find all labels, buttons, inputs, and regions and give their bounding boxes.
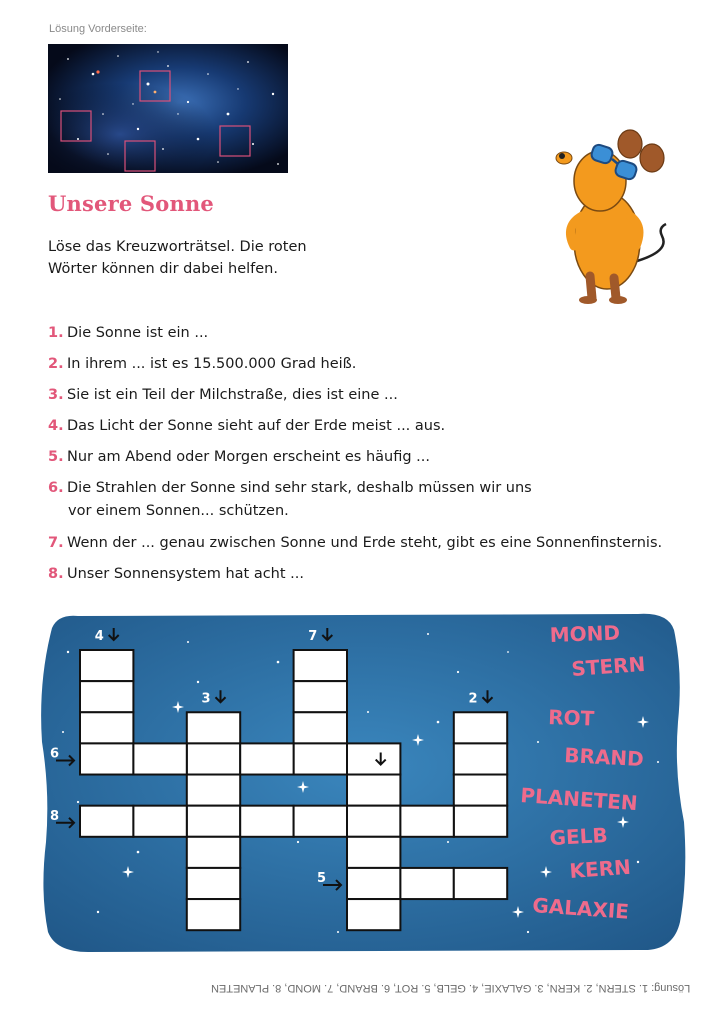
clue-3 bbox=[48, 384, 398, 407]
crossword-puzzle bbox=[38, 612, 686, 954]
instructions-line-1: Löse das Kreuzworträtsel. Die roten bbox=[48, 239, 307, 255]
crossword-cell[interactable] bbox=[80, 743, 133, 774]
clue-number: 5. bbox=[48, 449, 64, 465]
crossword-cell[interactable] bbox=[454, 743, 507, 774]
clue-8 bbox=[48, 563, 304, 586]
clue-4 bbox=[48, 415, 445, 438]
crossword-cell[interactable] bbox=[347, 868, 400, 899]
clue-number-label: 2 bbox=[468, 691, 478, 707]
hint-word: PLANETEN bbox=[519, 783, 639, 816]
crossword-cell[interactable] bbox=[187, 712, 240, 743]
clue-number: 4. bbox=[48, 418, 64, 434]
crossword-cell[interactable] bbox=[187, 775, 240, 806]
crossword-cell[interactable] bbox=[240, 743, 293, 774]
crossword-cell[interactable] bbox=[294, 681, 347, 712]
galaxy-photo bbox=[48, 44, 288, 173]
crossword-cell[interactable] bbox=[80, 681, 133, 712]
solution-footer: Lösung: 1. STERN, 2. KERN, 3. GALAXIE, 4. GELB, 5. ROT, 6. BRAND, 7. MOND, 8. PLANETEN bbox=[211, 982, 691, 994]
clue-number-label: 7 bbox=[308, 629, 318, 644]
crossword-cell[interactable] bbox=[187, 806, 240, 837]
clue-2 bbox=[48, 353, 356, 376]
clue-number-label: 5 bbox=[317, 871, 327, 887]
clue-text: Nur am Abend oder Morgen erscheint es häufig ... bbox=[67, 449, 431, 465]
crossword-cell[interactable] bbox=[133, 743, 186, 774]
crossword-cell[interactable] bbox=[347, 775, 400, 806]
hint-word: STERN bbox=[570, 651, 647, 681]
crossword-cell[interactable] bbox=[400, 868, 453, 899]
clue-text: In ihrem ... ist es 15.500.000 Grad heiß. bbox=[67, 356, 357, 372]
crossword-cell[interactable] bbox=[400, 806, 453, 837]
clue-text: Die Sonne ist ein ... bbox=[67, 325, 209, 341]
crossword-cell[interactable] bbox=[454, 868, 507, 899]
crossword-cell[interactable] bbox=[294, 650, 347, 681]
crossword-cell[interactable] bbox=[187, 743, 240, 774]
instructions-line-2: Wörter können dir dabei helfen. bbox=[48, 261, 278, 277]
hint-word: GALAXIE bbox=[531, 893, 630, 924]
clue-text: Wenn der ... genau zwischen Sonne und Erde steht, gibt es eine Sonnenfinsternis. bbox=[67, 535, 663, 551]
clue-number: 2. bbox=[48, 356, 64, 372]
crossword-cell[interactable] bbox=[347, 837, 400, 868]
crossword-cell[interactable] bbox=[454, 806, 507, 837]
crossword-cell[interactable] bbox=[294, 743, 347, 774]
crossword-cell[interactable] bbox=[454, 712, 507, 743]
clue-number: 7. bbox=[48, 535, 64, 551]
crossword-cell[interactable] bbox=[80, 650, 133, 681]
hint-word: GELB bbox=[549, 822, 609, 850]
clue-7 bbox=[48, 532, 662, 555]
crossword-cell[interactable] bbox=[133, 806, 186, 837]
clue-number: 8. bbox=[48, 566, 64, 582]
clue-number: 1. bbox=[48, 325, 64, 341]
crossword-cell[interactable] bbox=[187, 899, 240, 930]
clue-text: Die Strahlen der Sonne sind sehr stark, deshalb müssen wir uns bbox=[67, 480, 532, 496]
solution-header-label: Lösung Vorderseite: bbox=[49, 23, 147, 35]
instructions bbox=[48, 236, 307, 280]
clue-number: 3. bbox=[48, 387, 64, 403]
clue-text: Sie ist ein Teil der Milchstraße, dies ist eine ... bbox=[67, 387, 398, 403]
clue-number-label: 1 bbox=[361, 753, 371, 769]
hint-word: BRAND bbox=[563, 743, 645, 772]
hint-word: MOND bbox=[549, 620, 621, 647]
crossword-cell[interactable] bbox=[80, 712, 133, 743]
crossword-cell[interactable] bbox=[347, 899, 400, 930]
crossword-cell[interactable] bbox=[240, 806, 293, 837]
crossword-cell[interactable] bbox=[80, 806, 133, 837]
clue-number-label: 4 bbox=[94, 629, 104, 644]
hint-word: KERN bbox=[568, 854, 632, 883]
clue-6 bbox=[48, 477, 532, 523]
crossword-cell[interactable] bbox=[294, 806, 347, 837]
crossword-cell[interactable] bbox=[187, 837, 240, 868]
page-title: Unsere Sonne bbox=[48, 191, 214, 216]
crossword-cell[interactable] bbox=[294, 712, 347, 743]
crossword-cell[interactable] bbox=[347, 743, 400, 774]
clue-number-label: 8 bbox=[50, 808, 60, 824]
clue-5 bbox=[48, 446, 430, 469]
clue-text: Das Licht der Sonne sieht auf der Erde meist ... aus. bbox=[67, 418, 446, 434]
hint-word: ROT bbox=[547, 705, 595, 731]
clue-number-label: 6 bbox=[50, 746, 60, 762]
clue-number-label: 3 bbox=[201, 691, 211, 707]
clue-1 bbox=[48, 322, 208, 345]
clue-text-continuation: vor einem Sonnen... schützen. bbox=[68, 503, 289, 519]
clue-number: 6. bbox=[48, 480, 64, 496]
clue-text: Unser Sonnensystem hat acht ... bbox=[67, 566, 304, 582]
mouse-mascot-illustration bbox=[552, 126, 672, 306]
crossword-cell[interactable] bbox=[187, 868, 240, 899]
crossword-cell[interactable] bbox=[347, 806, 400, 837]
crossword-cell[interactable] bbox=[454, 775, 507, 806]
